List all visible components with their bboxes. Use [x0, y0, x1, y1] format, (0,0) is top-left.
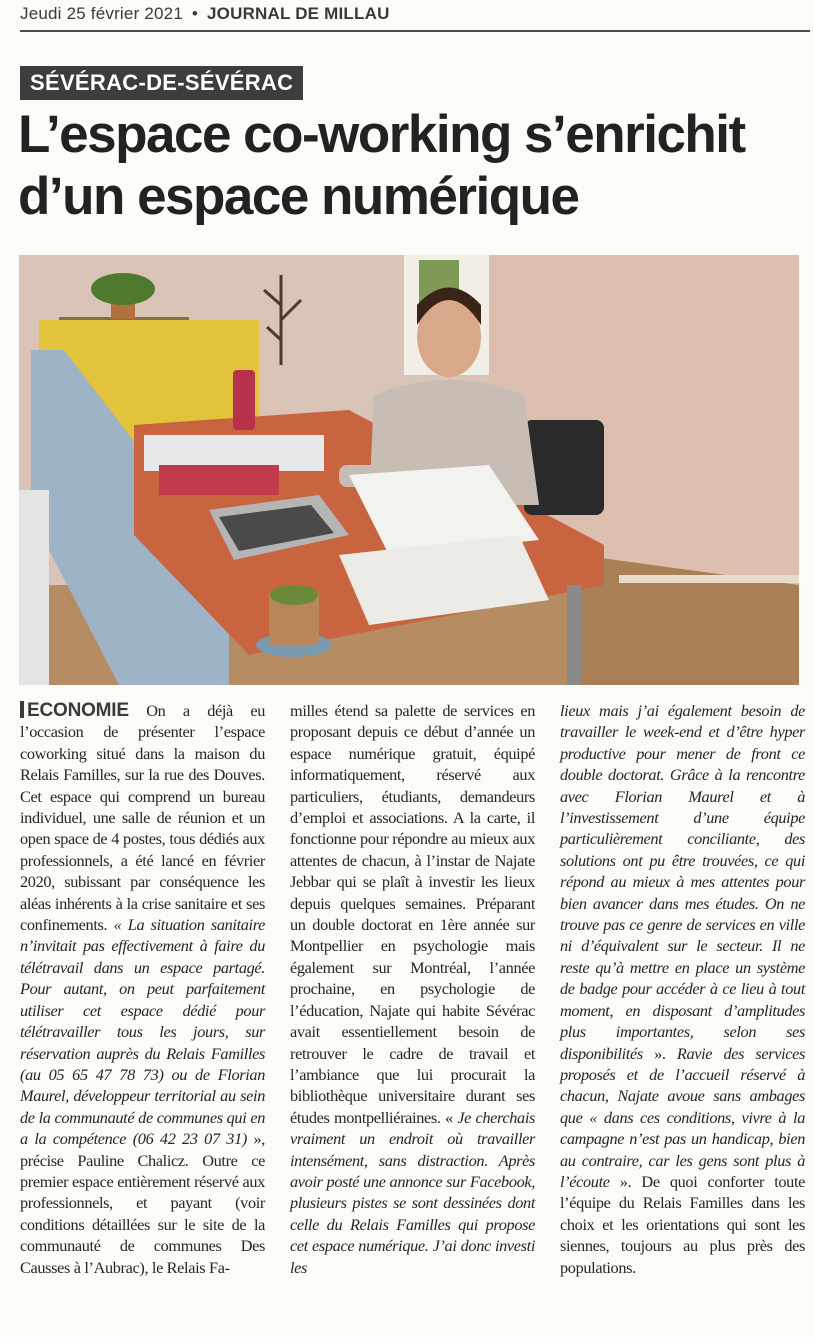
article-photo [19, 255, 799, 685]
paragraph [560, 700, 805, 1278]
paragraph [20, 700, 265, 1278]
location-kicker: SÉVÉRAC-DE-SÉVÉRAC [20, 66, 303, 100]
dateline-separator: • [191, 4, 199, 23]
section-label: ECONOMIE [27, 700, 129, 721]
article-body [20, 700, 806, 1330]
text-run: ». [642, 1043, 677, 1063]
text-run: », précise Pauline Chalicz. Outre ce premier espace entièrement réservé aux professionnels, et payant (voir conditions détaillées sur le site de la communauté de communes Des Causses à l’Aubrac), le Relais Fa- [20, 1129, 266, 1277]
issue-date: Jeudi 25 février 2021 [20, 4, 183, 23]
headline-line-1: L’espace co-working s’enrichit [18, 105, 745, 164]
quote-run: Ravie des services proposés et de l’accueil réservé à chacun, Najate avoue sans ambages que « dans ces conditions, vivre à la campagne n’est pas un handicap, bien au contraire, car les gens sont plus à l’écoute [560, 1043, 805, 1191]
text-column-3 [560, 700, 805, 1278]
text-run: ». De quoi conforter toute l’équipe du Relais Familles dans les choix et les orientations qui sont les siennes, toujours au plus près des populations. [560, 1171, 805, 1277]
quote-run: lieux mais j’ai également besoin de travailler le week-end et d’être hyper productive pour mener de front ce double doctorat. Grâce à la rencontre avec Florian Maurel et à l’investissement d’une équipe particulièrement conciliante, des solutions ont pu être trouvées, ce qui répond au mieux à mes attentes pour bien avancer dans mes études. On ne trouve pas ce genre de services en ville ni d’équivalent sur le secteur. Il ne reste qu’à mettre en place un système de badge pour accéder à ce lieu à tout moment, en disposant d’amplitudes plus importantes, selon ses disponibilités [560, 701, 805, 1063]
quote-run: Je cherchais vraiment un endroit où travailler intensément, sans distraction. Après avoir posté une annonce sur Facebook, plusieurs pistes se sont dessinées dont celle du Relais Familles qui propose cet espace numérique. J’ai donc investi les [290, 1107, 536, 1277]
paragraph [290, 700, 535, 1278]
quote-run: « La situation sanitaire n’invitait pas effectivement à faire du télétravail dans un espace partagé. Pour autant, on peut parfaitement utiliser cet espace dédié pour télétravailler tous les jours, sur réservation auprès du Relais Familles (au 05 65 47 78 73) ou de Florian Maurel, développeur territorial au sein de la communauté de communes qui en a la compétence (06 42 23 07 31) [20, 915, 265, 1149]
text-column-1 [20, 700, 265, 1278]
headline-line-2: d’un espace numérique [18, 167, 579, 226]
dateline [20, 2, 810, 32]
text-run: milles étend sa palette de services en proposant depuis ce début d’année un espace numérique gratuit, équipé informatiquement, réservé aux particuliers, étudiants, demandeurs d’emploi et associations. A la carte, il fonctionne pour répondre au mieux aux attentes de chacun, à l’instar de Najate Jebbar qui se plaît à investir les lieux depuis quelques semaines. Préparant un double doctorat en 1ère année sur Montpellier en psychologie mais également sur Montréal, l’année prochaine, en psychologie de l’éducation, Najate qui habite Sévérac avait essentiellement besoin de retrouver le cadre de travail et l’ambiance que lui procurait la bibliothèque universitaire durant ses études montpelliéraines. « [290, 701, 535, 1127]
text-run: On a déjà eu l’occasion de présenter l’espace coworking situé dans la maison du Relais Familles, sur la rue des Douves. Cet espace qui comprend un bureau individuel, une salle de réunion et un open space de 4 postes, tous dédiés aux professionnels, a été lancé en février 2020, subissant par conséquence les aléas inhérents à la crise sanitaire et ses confinements. [20, 701, 265, 935]
newspaper-name: JOURNAL DE MILLAU [207, 4, 390, 23]
section-marker [20, 701, 24, 718]
text-column-2 [290, 700, 535, 1278]
headline [18, 104, 808, 228]
